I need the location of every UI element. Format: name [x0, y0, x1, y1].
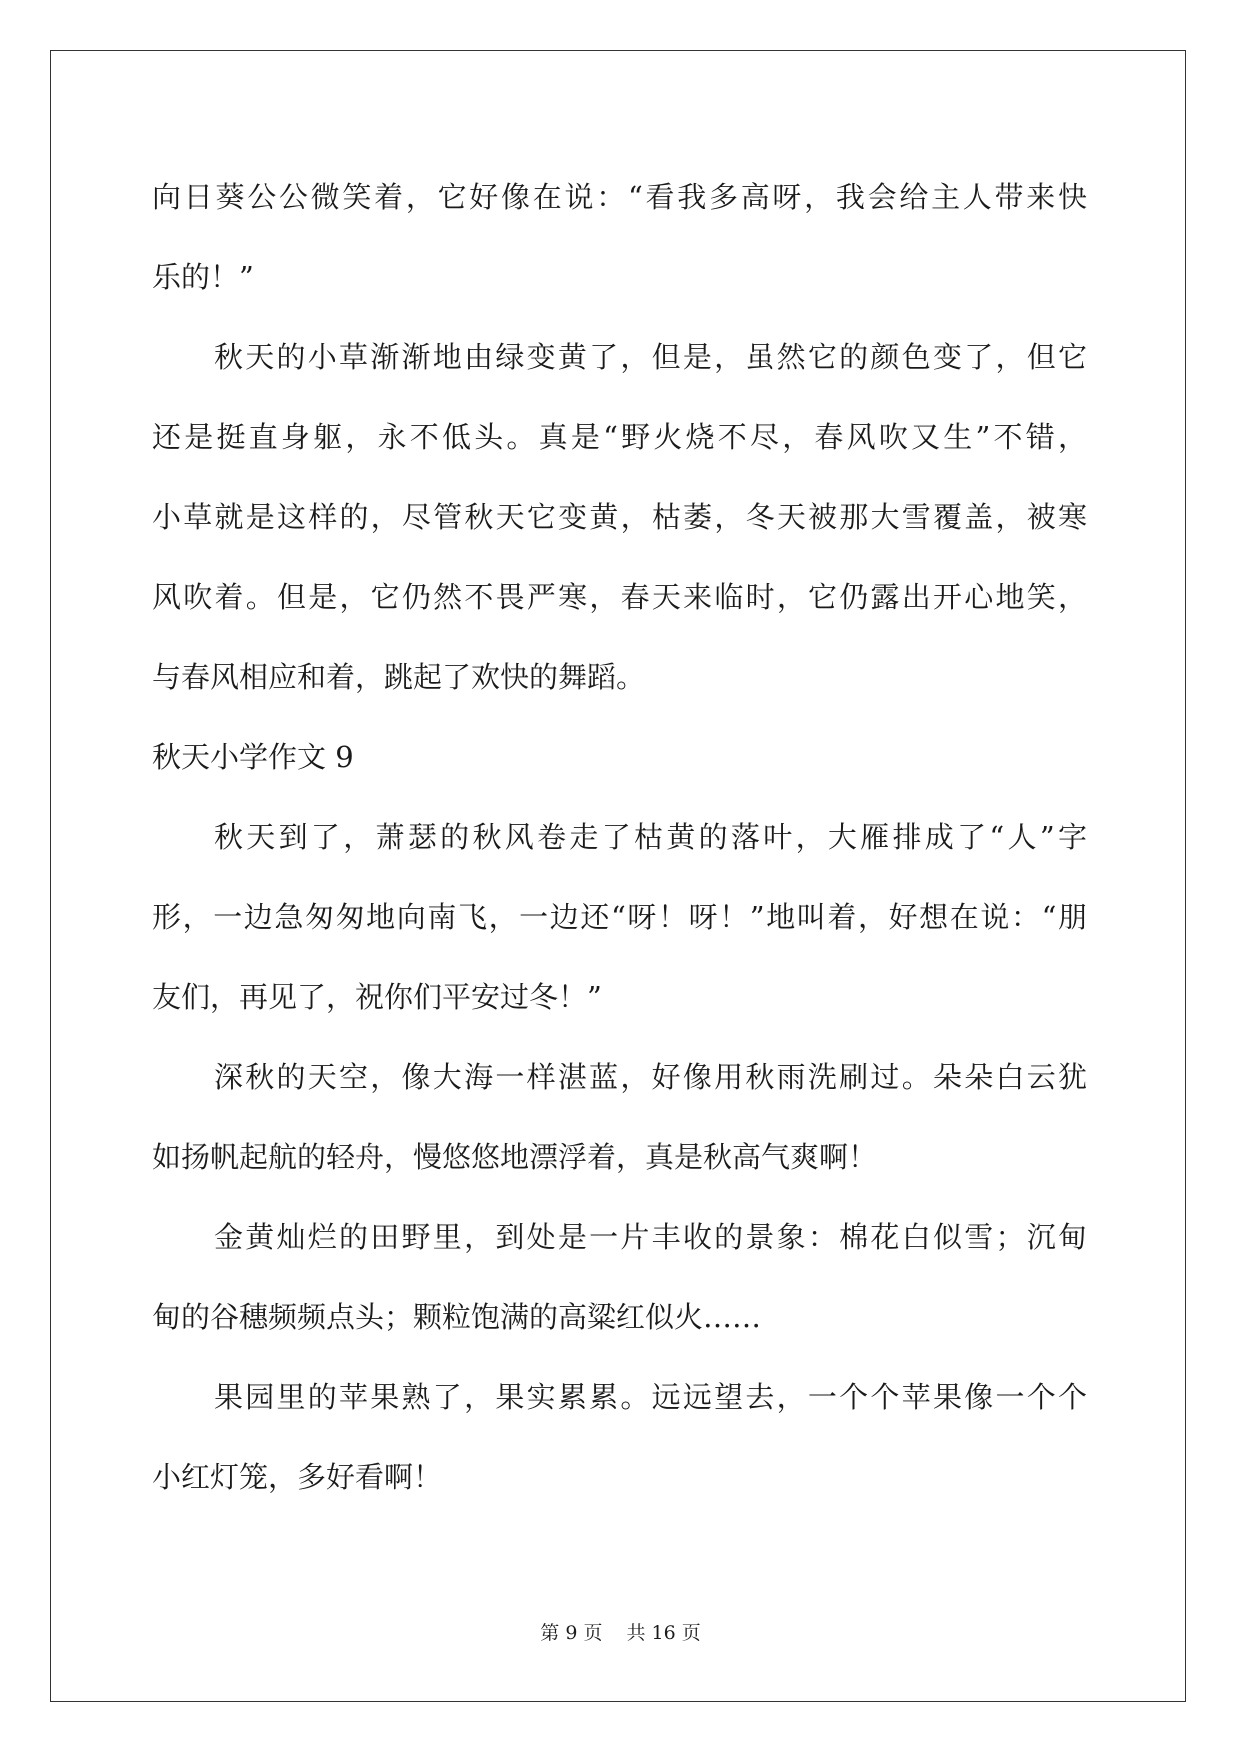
text-line: 风吹着。但是，它仍然不畏严寒，春天来临时，它仍露出开心地笑， [152, 580, 1087, 614]
text-line: 小草就是这样的，尽管秋天它变黄，枯萎，冬天被那大雪覆盖，被寒 [152, 500, 1087, 534]
text-line: 形，一边急匆匆地向南飞，一边还“呀！呀！”地叫着，好想在说：“朋 [152, 900, 1087, 934]
paragraph-start-line: 果园里的苹果熟了，果实累累。远远望去，一个个苹果像一个个 [214, 1380, 1087, 1414]
text-line: 与春风相应和着，跳起了欢快的舞蹈。 [152, 660, 646, 694]
text-line: 向日葵公公微笑着，它好像在说：“看我多高呀，我会给主人带来快 [152, 180, 1087, 214]
page-footer [0, 1618, 1241, 1645]
text-line: 友们，再见了，祝你们平安过冬！” [152, 980, 602, 1014]
section-heading: 秋天小学作文 9 [152, 740, 354, 774]
page-number: 第 9 页 [540, 1622, 603, 1644]
paragraph-start-line: 深秋的天空，像大海一样湛蓝，好像用秋雨洗刷过。朵朵白云犹 [214, 1060, 1087, 1094]
text-line: 还是挺直身躯，永不低头。真是“野火烧不尽，春风吹又生”不错， [152, 420, 1087, 454]
paragraph-start-line: 秋天到了，萧瑟的秋风卷走了枯黄的落叶，大雁排成了“人”字 [214, 820, 1087, 854]
text-line: 甸的谷穗频频点头；颗粒饱满的高粱红似火…… [152, 1300, 762, 1334]
text-line: 小红灯笼，多好看啊！ [152, 1460, 443, 1494]
text-line: 如扬帆起航的轻舟，慢悠悠地漂浮着，真是秋高气爽啊！ [152, 1140, 878, 1174]
page-total: 共 16 页 [626, 1622, 701, 1644]
paragraph-start-line: 金黄灿烂的田野里，到处是一片丰收的景象：棉花白似雪；沉甸 [214, 1220, 1087, 1254]
document-body [152, 157, 1087, 1517]
text-line: 乐的！” [152, 260, 254, 294]
paragraph-start-line: 秋天的小草渐渐地由绿变黄了，但是，虽然它的颜色变了，但它 [214, 340, 1087, 374]
